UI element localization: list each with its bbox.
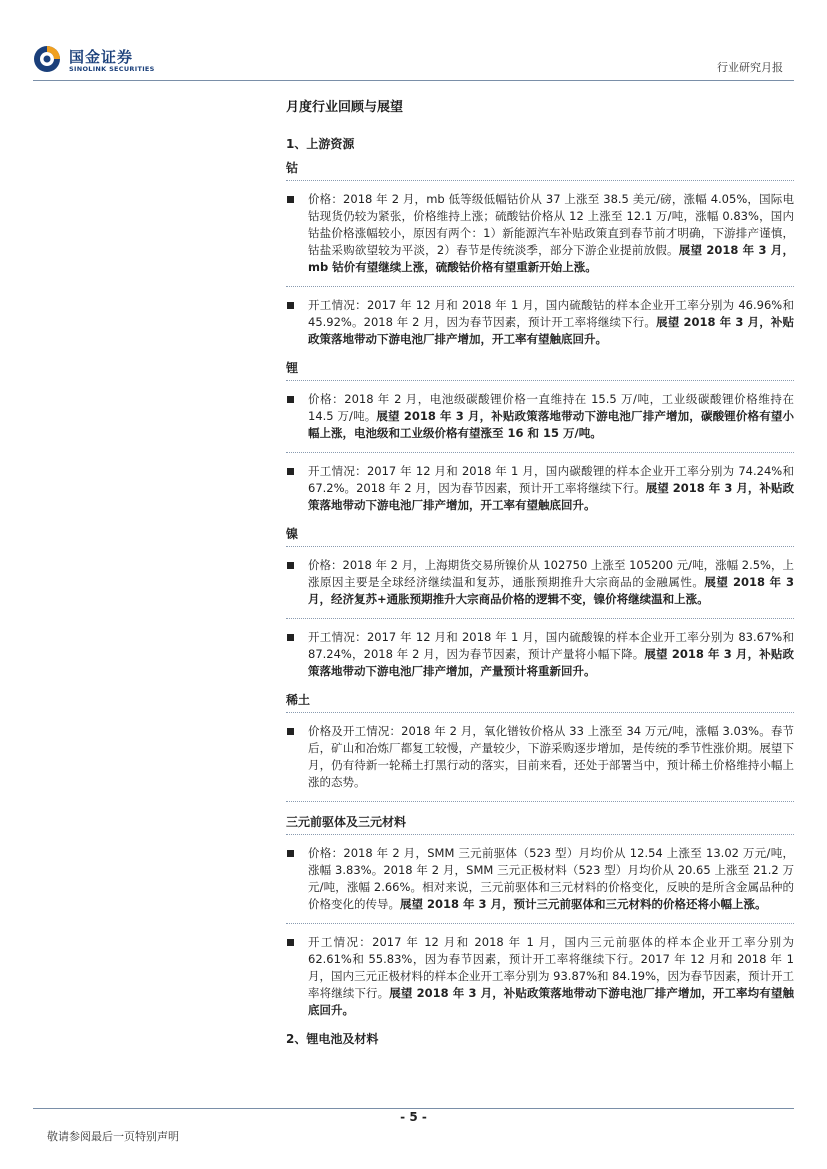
page-title: 月度行业回顾与展望 [286, 100, 404, 115]
bullet-square-icon [287, 562, 294, 569]
list-item: 开工情况：2017 年 12 月和 2018 年 1 月，国内硫酸镍的样本企业开工率分别为 83.67%和 87.24%，2018 年 2 月，因为春节因素，预计产量将小幅下降。展望 2018 年 3 月，补贴政策落地带动下游电池厂排产增加，产量预计将重新回升。 [286, 629, 794, 680]
sinolink-logo-icon [33, 45, 61, 73]
list-item: 开工情况：2017 年 12 月和 2018 年 1 月，国内三元前驱体的样本企业开工率分别为 62.61%和 55.83%，因为春节因素，预计开工率将继续下行。2017 年 12 月和 2018 年 1 月，国内三元正极材料的样本企业开工率分别为 93.87%和 84.19%，因为春节因素，预计开工率将继续下行。展望 2018 年 3 月，补贴政策落地带动下游电池厂排产增加，开工率均有望触底回升。 [286, 934, 794, 1019]
list-item: 价格：2018 年 2 月，SMM 三元前驱体（523 型）月均价从 12.54 上涨至 13.02 万元/吨，涨幅 3.83%。2018 年 2 月，SMM 三元正极材料（523 型）月均价从 20.65 上涨至 21.2 万元/吨，涨幅 2.66%。相对来说，三元前驱体和三元材料的价格变化，反映的是所含金属品种的价格变化的传导。展望 2018 年 3 月，预计三元前驱体和三元材料的价格还将小幅上涨。 [286, 845, 794, 913]
bullet-square-icon [287, 850, 294, 857]
report-type-label: 行业研究月报 [717, 61, 783, 74]
dotted-divider [286, 286, 794, 287]
dotted-divider [286, 712, 794, 713]
list-item: 开工情况：2017 年 12 月和 2018 年 1 月，国内硫酸钴的样本企业开工率分别为 46.96%和 45.92%。2018 年 2 月，因为春节因素，预计开工率将继续下行。展望 2018 年 3 月，补贴政策落地带动下游电池厂排产增加，开工率有望触底回升。 [286, 297, 794, 348]
bullet-square-icon [287, 396, 294, 403]
subsection-heading-nickel: 镍 [286, 527, 299, 541]
subsection-heading-cobalt: 钴 [286, 161, 299, 175]
bullet-square-icon [287, 939, 294, 946]
list-item: 价格：2018 年 2 月，上海期货交易所镍价从 102750 上涨至 105200 元/吨，涨幅 2.5%，上涨原因主要是全球经济继续温和复苏，通胀预期推升大宗商品的金融属性。展望 2018 年 3 月，经济复苏+通胀预期推升大宗商品价格的逻辑不变，镍价将继续温和上涨。 [286, 557, 794, 608]
list-item: 价格：2018 年 2 月，电池级碳酸锂价格一直维持在 15.5 万/吨，工业级碳酸锂价格维持在 14.5 万/吨。展望 2018 年 3 月，补贴政策落地带动下游电池厂排产增加，碳酸锂价格有望小幅上涨，电池级和工业级价格有望涨至 16 和 15 万/吨。 [286, 391, 794, 442]
disclaimer-text: 敬请参阅最后一页特别声明 [47, 1130, 179, 1143]
bullet-square-icon [287, 728, 294, 735]
bullet-square-icon [287, 196, 294, 203]
dotted-divider [286, 380, 794, 381]
footer-divider [33, 1108, 794, 1109]
logo-chinese-name: 国金证券 [69, 48, 134, 66]
list-item: 价格及开工情况：2018 年 2 月，氧化镨钕价格从 33 上涨至 34 万元/吨，涨幅 3.03%。春节后，矿山和冶炼厂都复工较慢，产量较少，下游采购逐步增加，是传统的季节性涨价期。展望下月，仍有待新一轮稀土打黑行动的落实，目前来看，还处于部署当中，预计稀土价格维持小幅上涨的态势。 [286, 723, 794, 791]
list-item: 价格：2018 年 2 月，mb 低等级低幅钴价从 37 上涨至 38.5 美元/磅，涨幅 4.05%，国际电钴现货仍较为紧张，价格维持上涨；硫酸钴价格从 12 上涨至 12.1 万/吨，涨幅 0.83%，国内钴盐价格涨幅较小，原因有两个：1）新能源汽车补贴政策直到春节前才明确，下游排产谨慎，钴盐采购欲望较为平淡，2）春节是传统淡季，部分下游企业提前放假。展望 2018 年 3 月，mb 钴价有望继续上涨，硫酸钴价格有望重新开始上涨。 [286, 191, 794, 276]
bullet-square-icon [287, 468, 294, 475]
page-number: - 5 - [400, 1110, 427, 1124]
section-heading-upstream: 1、上游资源 [286, 137, 355, 151]
logo-english-name: SINOLINK SECURITIES [69, 65, 155, 73]
section-heading-battery: 2、锂电池及材料 [286, 1032, 379, 1046]
dotted-divider [286, 452, 794, 453]
dotted-divider [286, 801, 794, 802]
subsection-heading-ternary: 三元前驱体及三元材料 [286, 815, 407, 829]
subsection-heading-rare-earth: 稀土 [286, 693, 311, 707]
dotted-divider [286, 834, 794, 835]
dotted-divider [286, 546, 794, 547]
dotted-divider [286, 180, 794, 181]
bullet-square-icon [287, 302, 294, 309]
main-content [286, 98, 794, 1053]
subsection-heading-lithium: 锂 [286, 361, 299, 375]
dotted-divider [286, 923, 794, 924]
list-item: 开工情况：2017 年 12 月和 2018 年 1 月，国内碳酸锂的样本企业开工率分别为 74.24%和 67.2%。2018 年 2 月，因为春节因素，预计开工率将继续下行。展望 2018 年 3 月，补贴政策落地带动下游电池厂排产增加，开工率有望触底回升。 [286, 463, 794, 514]
header-divider [33, 80, 794, 81]
dotted-divider [286, 618, 794, 619]
company-logo [33, 43, 163, 79]
bullet-square-icon [287, 634, 294, 641]
